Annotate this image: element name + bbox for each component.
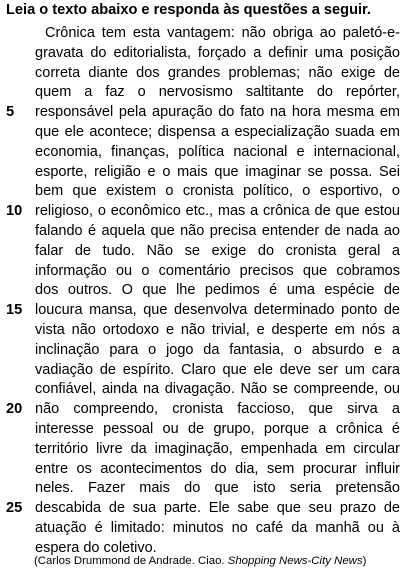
citation-prefix: (Carlos Drummond de Andrade. Ciao.: [34, 555, 228, 567]
text-line: [0, 182, 412, 202]
line-text: entre os acontecimentos do dia, sem procurar influir: [35, 460, 400, 477]
text-line: [0, 143, 412, 163]
line-number: 10: [6, 203, 23, 220]
line-text: informação ou o comentário precisos que cobramos: [35, 262, 400, 279]
line-number: 15: [6, 302, 23, 319]
text-line: [0, 242, 412, 262]
line-text: neles. Fazer mais do que isto seria pretensão: [35, 480, 400, 497]
text-line: [0, 301, 412, 321]
line-text: loucura mansa, que desenvolva determinado ponto de: [35, 302, 400, 319]
text-line: [0, 24, 412, 44]
line-text: falar de tudo. Não se exige do cronista geral a: [35, 242, 400, 259]
text-line: [0, 519, 412, 539]
line-text: falando é aquela que não precisa entender de nada ao: [35, 222, 400, 239]
text-line: [0, 420, 412, 440]
text-line: [0, 440, 412, 460]
line-text: economia, finanças, política nacional e internacional,: [35, 143, 400, 160]
text-line: [0, 123, 412, 143]
line-text: responsável pela apuração do fato na hora mesma em: [35, 104, 400, 121]
text-line: [0, 281, 412, 301]
line-number: 5: [6, 104, 15, 121]
line-text: confiável, ainda na divagação. Não se compreende, ou: [35, 381, 400, 398]
line-number: 25: [6, 500, 23, 517]
text-line: [0, 262, 412, 282]
line-text: que ele acontece; dispensa a especialização suada em: [35, 123, 400, 140]
text-line: [0, 499, 412, 519]
citation-source: Shopping News-City News: [227, 555, 363, 567]
line-number: 20: [6, 401, 23, 418]
line-text: religioso, o econômico etc., mas a crônica de que estou: [35, 203, 400, 220]
citation: [34, 554, 366, 568]
text-line: [0, 341, 412, 361]
line-text: espera do coletivo.: [35, 539, 157, 556]
line-text: gravata do editorialista, forçado a definir uma posição: [35, 44, 400, 61]
line-text: não compreendo, cronista faccioso, que sirva a: [35, 401, 400, 418]
line-text: vadiação de espírito. Claro que ele deve ser um cara: [35, 361, 400, 378]
text-line: [0, 460, 412, 480]
text-line: [0, 44, 412, 64]
line-text: vista não ortodoxo e não trivial, e desperte em nós a: [35, 321, 400, 338]
text-line: [0, 202, 412, 222]
text-line: [0, 64, 412, 84]
citation-suffix: ): [362, 555, 367, 567]
text-line: [0, 83, 412, 103]
text-line: [0, 400, 412, 420]
line-text: interesse pessoal ou de grupo, porque a crônica é: [35, 420, 400, 437]
text-line: [0, 163, 412, 183]
line-text: inclinação para o jogo da fantasia, o absurdo e a: [35, 341, 400, 358]
line-text: Crônica tem esta vantagem: não obriga ao paletó-e-: [45, 25, 400, 41]
line-text: quem a faz o nervosismo saltitante do repórter,: [35, 84, 400, 101]
line-text: território livre da imaginação, empenhada em circular: [35, 440, 400, 457]
cronica-text: [0, 24, 412, 559]
line-text: dos outros. O que lhe pedimos é uma espécie de: [35, 282, 400, 299]
line-text: bem que existem o cronista político, o esportivo, o: [35, 183, 400, 200]
text-line: [0, 479, 412, 499]
text-line: [0, 103, 412, 123]
line-text: atuação é limitado: minutos no café da manhã ou à: [35, 519, 400, 536]
text-line: [0, 380, 412, 400]
text-line: [0, 361, 412, 381]
line-text: descabida de sua parte. Ele sabe que seu prazo de: [35, 500, 400, 517]
instruction-heading: Leia o texto abaixo e responda às questões a seguir.: [6, 2, 371, 18]
line-text: correta diante dos grandes problemas; não exige de: [35, 64, 400, 81]
line-text: esporte, religião e o mais que imaginar se possa. Sei: [35, 163, 400, 180]
text-line: [0, 222, 412, 242]
text-line: [0, 321, 412, 341]
